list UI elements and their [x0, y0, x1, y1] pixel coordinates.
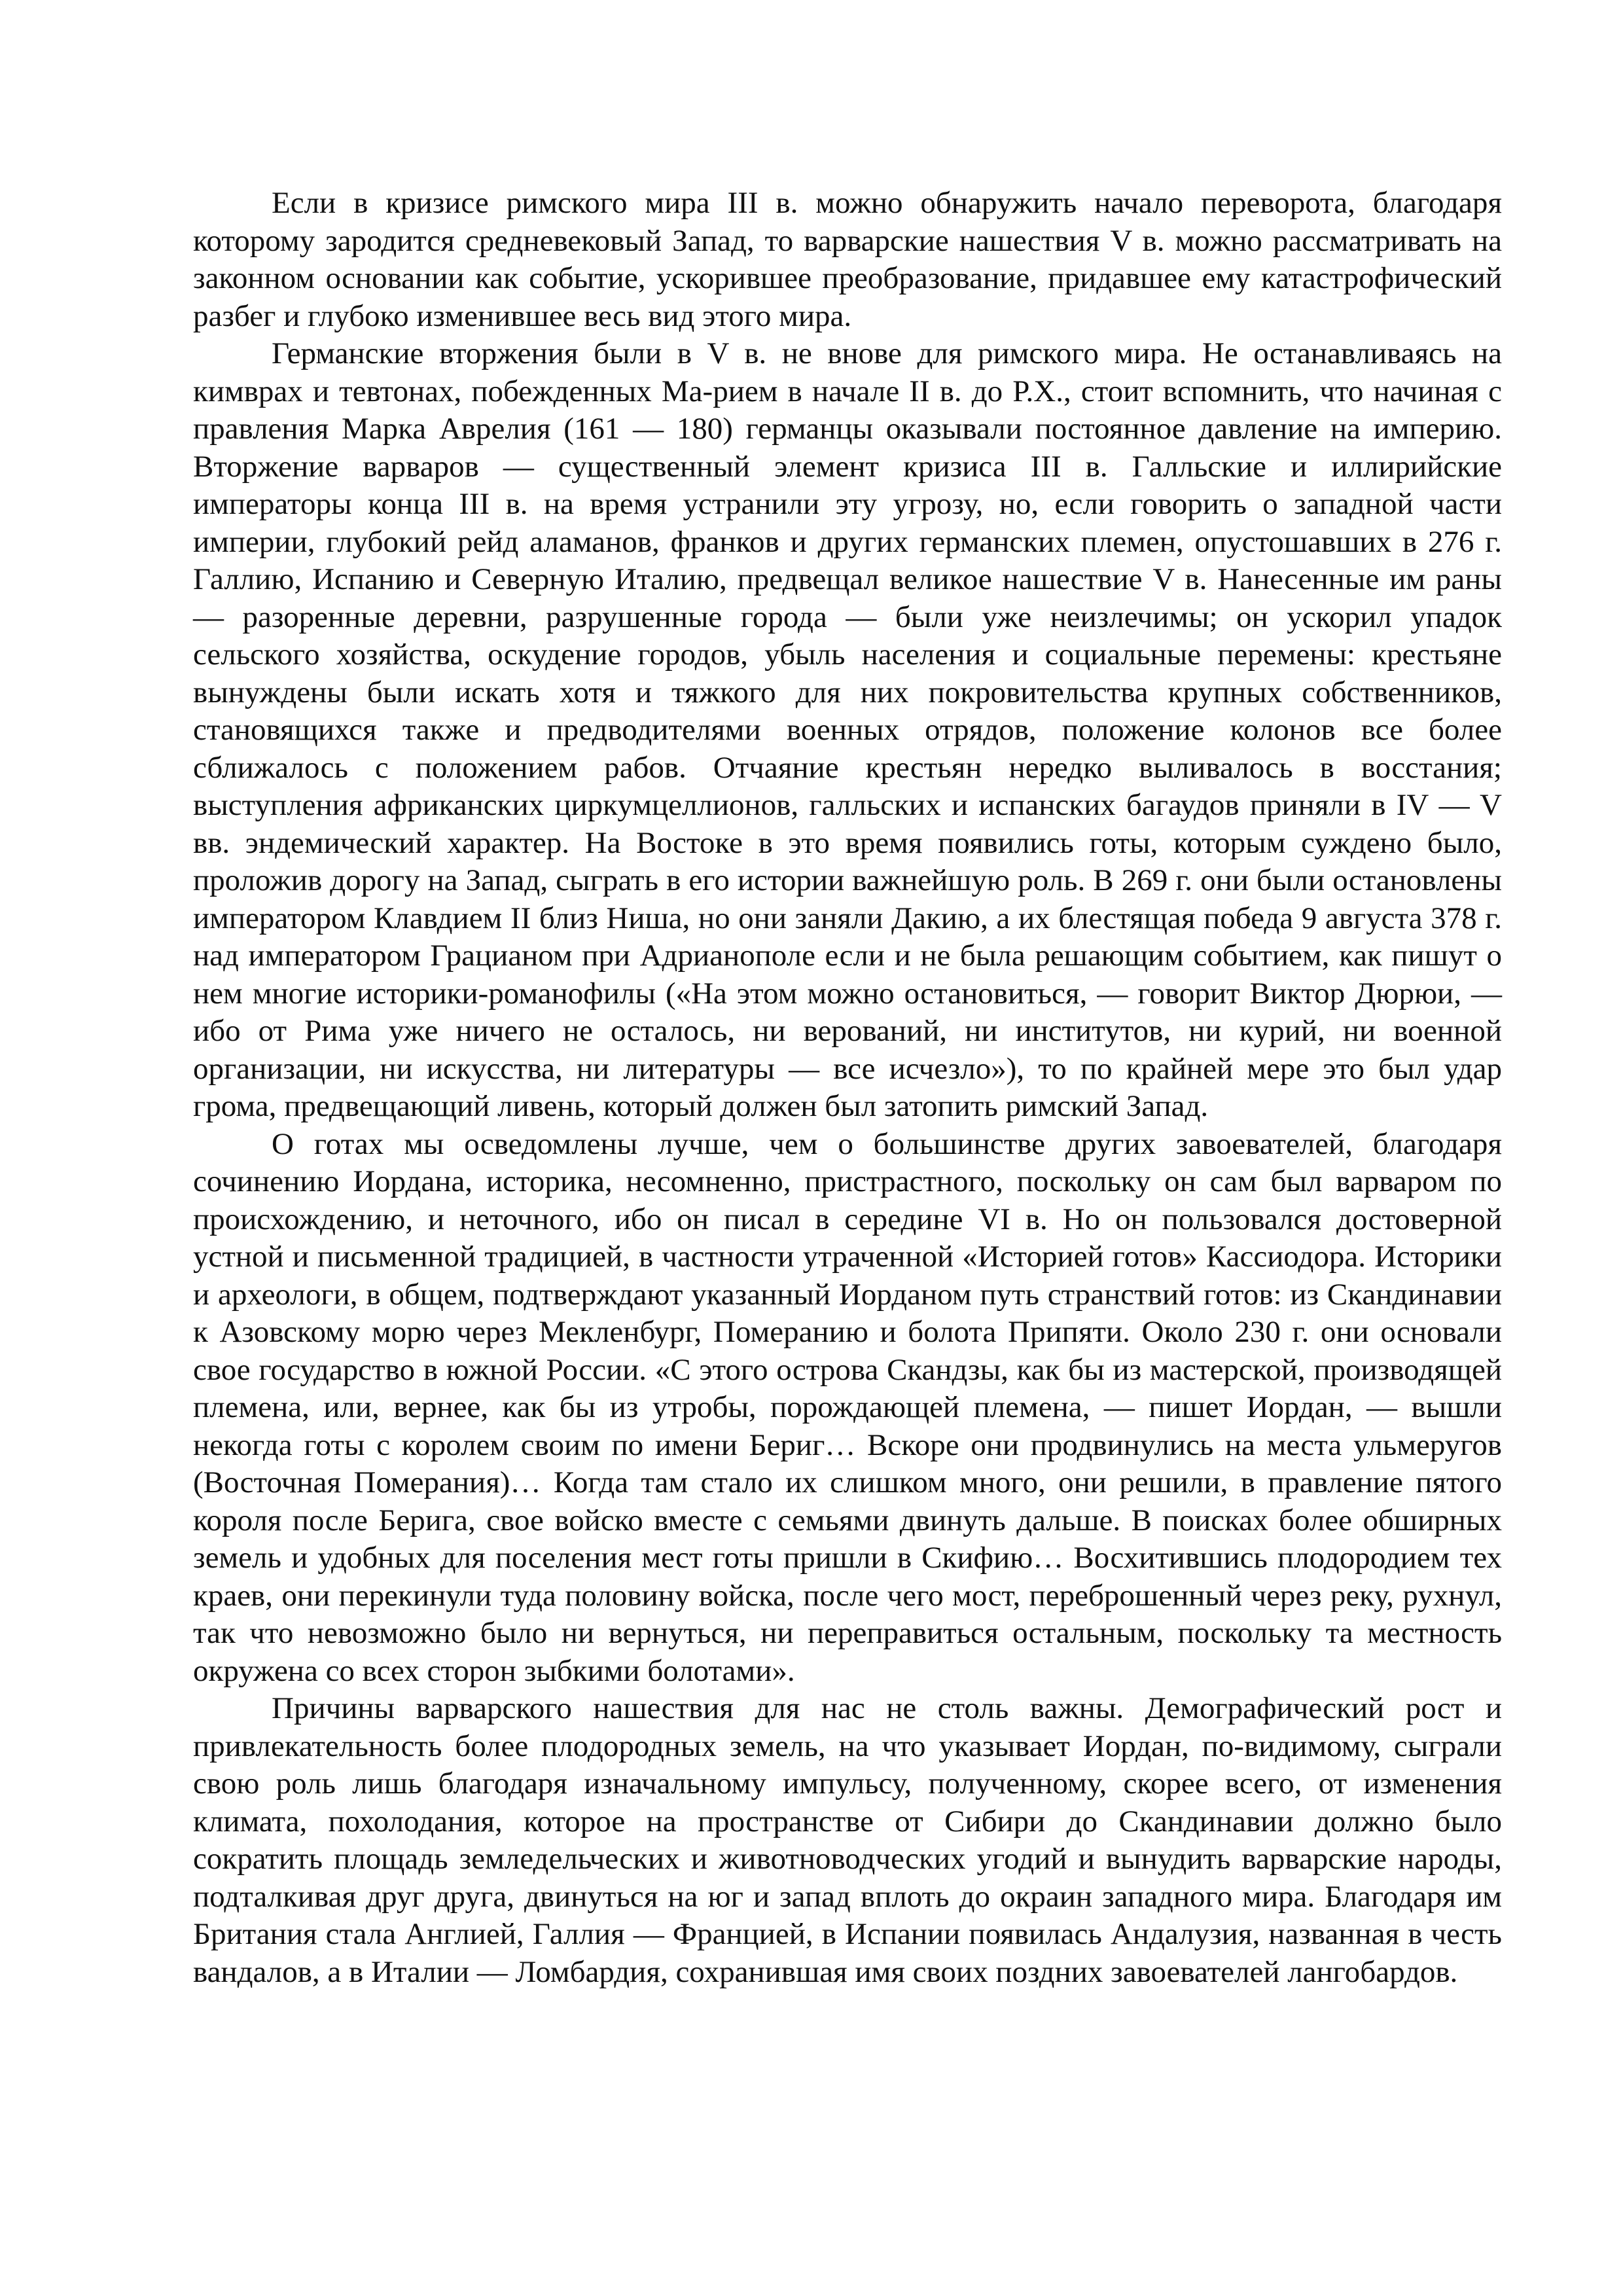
paragraph-1: Если в кризисе римского мира III в. можно обнаружить начало переворота, благодаря которому зародится средневековый Запад, то варварские нашествия V в. можно рассматривать на законном основании как событие, ускорившее преобразование, придавшее ему катастрофический разбег и глубоко изменившее весь вид этого мира.: [193, 186, 1502, 333]
body-text: [193, 185, 1502, 1991]
paragraph-3: О готах мы осведомлены лучше, чем о большинстве других завоевателей, благодаря сочинению Иордана, историка, несомненно, пристрастного, поскольку он сам был варваром по происхождению, и неточного, ибо он писал в середине VI в. Но он пользовался достоверной устной и письменной традицией, в частности утраченной «Историей готов» Кассиодора. Историки и археологи, в общем, подтверждают указанный Иорданом путь странствий готов: из Скандинавии к Азовскому морю через Мекленбург, Померанию и болота Припяти. Около 230 г. они основали свое государство в южной России. «С этого острова Скандзы, как бы из мастерской, производящей племена, или, вернее, как бы из утробы, порождающей племена, — пишет Иордан, — вышли некогда готы с королем своим по имени Бериг… Вскоре они продвинулись на места ульмеругов (Восточная Померания)… Когда там стало их слишком много, они решили, в правление пятого короля после Берига, свое войско вместе с семьями двинуть дальше. В поисках более обширных земель и удобных для поселения мест готы пришли в Скифию… Восхитившись плодородием тех краев, они перекинули туда половину войска, после чего мост, переброшенный через реку, рухнул, так что невозможно было ни вернуться, ни переправиться остальным, поскольку та местность окружена со всех сторон зыбкими болотами».: [193, 1126, 1502, 1688]
paragraph-2: Германские вторжения были в V в. не внове для римского мира. Не останавливаясь на кимврах и тевтонах, побежденных Ма-рием в начале II в. до Р.Х., стоит вспомнить, что начиная с правления Марка Аврелия (161 — 180) германцы оказывали постоянное давление на империю. Вторжение варваров — существенный элемент кризиса III в. Галльские и иллирийские императоры конца III в. на время устранили эту угрозу, но, если говорить о западной части империи, глубокий рейд аламанов, франков и других германских племен, опустошавших в 276 г. Галлию, Испанию и Северную Италию, предвещал великое нашествие V в. Нанесенные им раны — разоренные деревни, разрушенные города — были уже неизлечимы; он ускорил упадок сельского хозяйства, оскудение городов, убыль населения и социальные перемены: крестьяне вынуждены были искать хотя и тяжкого для них покровительства крупных собственников, становящихся также и предводителями военных отрядов, положение колонов все более сближалось с положением рабов. Отчаяние крестьян нередко выливалось в восстания; выступления африканских циркумцеллионов, галльских и испанских багаудов приняли в IV — V вв. эндемический характер. На Востоке в это время появились готы, которым суждено было, проложив дорогу на Запад, сыграть в его истории важнейшую роль. В 269 г. они были остановлены императором Клавдием II близ Ниша, но они заняли Дакию, а их блестящая победа 9 августа 378 г. над императором Грацианом при Адрианополе если и не была решающим событием, как пишут о нем многие историки-романофилы («На этом можно остановиться, — говорит Виктор Дюрюи, — ибо от Рима уже ничего не осталось, ни верований, ни институтов, ни курий, ни военной организации, ни искусства, ни литературы — все исчезло»), то по крайней мере это был удар грома, предвещающий ливень, который должен был затопить римский Запад.: [193, 336, 1502, 1123]
paragraph-4: Причины варварского нашествия для нас не столь важны. Демографический рост и привлекательность более плодородных земель, на что указывает Иордан, по-видимому, сыграли свою роль лишь благодаря изначальному импульсу, полученному, скорее всего, от изменения климата, похолодания, которое на пространстве от Сибири до Скандинавии должно было сократить площадь земледельческих и животноводческих угодий и вынудить варварские народы, подталкивая друг друга, двинуться на юг и запад вплоть до окраин западного мира. Благодаря им Британия стала Англией, Галлия — Францией, в Испании появилась Андалузия, названная в честь вандалов, а в Италии — Ломбардия, сохранившая имя своих поздних завоевателей лангобардов.: [193, 1691, 1502, 1989]
